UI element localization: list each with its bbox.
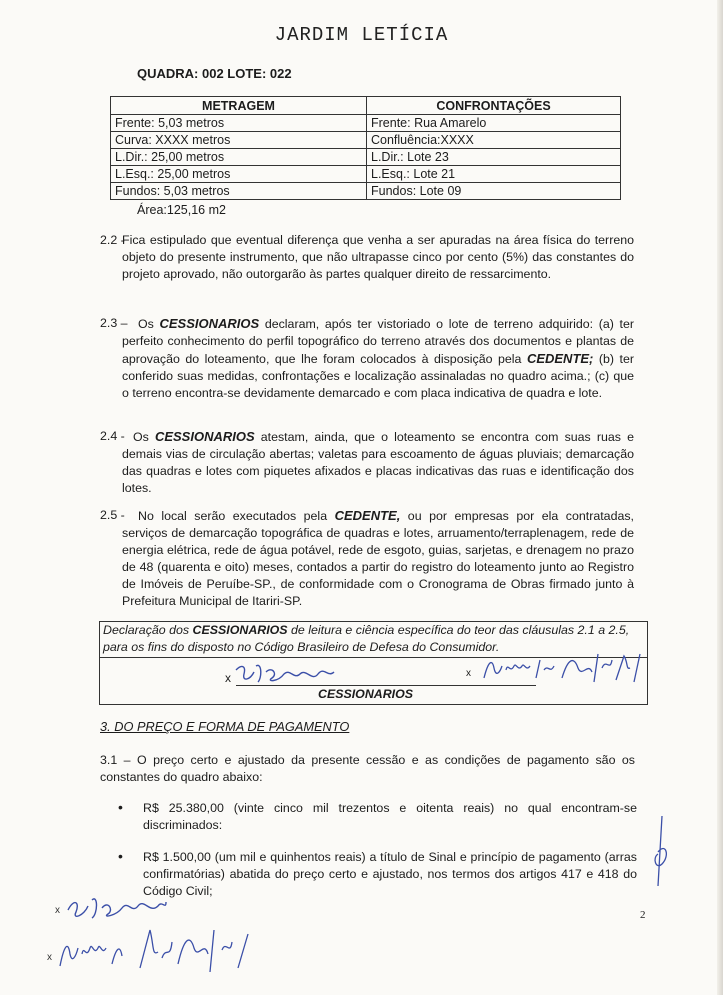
- clause-text: atestam, ainda, que o loteamento se encontra com suas ruas e demais vias de circulação abertas; valetas para escoamento de águas pluviais; demarcação das quadras e lotes com piquetes afixados e placas indicativas das ruas e identificação dos lotes.: [122, 430, 634, 495]
- table-cell: Curva: XXXX metros: [111, 132, 367, 149]
- declaration-cessionarios: CESSIONARIOS: [192, 623, 288, 637]
- clause-text: Fica estipulado que eventual diferença que venha a ser apuradas na área física do terreno objeto do presente instrumento, que não ultrapasse cinco por cento (5%) das constantes do projeto aprovado, não outorgarão às partes qualquer direito de ressarcimento.: [122, 233, 634, 281]
- header-metragem: METRAGEM: [111, 97, 367, 115]
- clause-text: declaram, após ter vistoriado o lote de terreno adquirido: (a) ter perfeito conhecimento do perfil topográfico do terreno através dos documentos e plantas de aprovação do loteamento, que lhe foram colocados à disposição pela: [122, 317, 634, 366]
- clause-number: 2.3 –: [100, 316, 128, 330]
- cessionarios-emphasis: CESSIONARIOS: [154, 429, 255, 444]
- bullet-dot: •: [118, 799, 123, 815]
- lot-line: QUADRA: 002 LOTE: 022: [137, 66, 292, 81]
- table-cell: L.Dir.: 25,00 metros: [111, 149, 367, 166]
- clause-number: 3.1 –: [100, 753, 131, 767]
- header-confrontacoes: CONFRONTAÇÕES: [367, 97, 621, 115]
- signature-1: [232, 660, 342, 690]
- bullet-dot: •: [118, 848, 123, 864]
- table-cell: Fundos: 5,03 metros: [111, 183, 367, 200]
- clause-2-3: [100, 315, 634, 402]
- list-item-text: R$ 25.380,00 (vinte cinco mil trezentos e oitenta reais) no qual encontram-se discriminados:: [143, 801, 637, 832]
- list-item: [118, 799, 637, 834]
- table-cell: Fundos: Lote 09: [367, 183, 621, 200]
- clause-2-4: [100, 428, 634, 497]
- table-row: [111, 166, 621, 183]
- clause-3-1: [100, 752, 635, 786]
- signature-mark-x: x: [466, 668, 471, 679]
- cessionarios-emphasis: CESSIONARIOS: [159, 316, 260, 331]
- document-title: JARDIM LETÍCIA: [274, 24, 449, 46]
- declaration-pre: Declaração dos: [103, 623, 193, 637]
- table-cell: Frente: Rua Amarelo: [367, 115, 621, 132]
- table-row: [111, 183, 621, 200]
- page-edge: [717, 0, 723, 995]
- cedente-emphasis: CEDENTE;: [526, 351, 594, 366]
- list-item-text: R$ 1.500,00 (um mil e quinhentos reais) a título de Sinal e princípio de pagamento (arras confirmatórias) abatida do preço certo e ajustado, nos termos dos artigos 417 e 418 do Código Civil;: [143, 850, 637, 898]
- clause-number: 2.4 -: [100, 429, 125, 443]
- page-number: 2: [640, 909, 646, 921]
- declaration-post: de leitura e ciência específica do teor das cláusulas 2.1 a 2.5, para os fins do disposto no Código Brasileiro de Defesa do Consumidor.: [103, 623, 630, 654]
- clause-number: 2.2 -: [100, 233, 125, 247]
- table-row: [111, 132, 621, 149]
- clause-text-pre: Os: [138, 317, 160, 331]
- cedente-emphasis: CEDENTE,: [334, 508, 401, 523]
- margin-mark-x: x: [55, 905, 60, 916]
- table-cell: L.Esq.: Lote 21: [367, 166, 621, 183]
- measurements-table: [110, 96, 621, 200]
- signature-2: [478, 648, 658, 690]
- clause-text: ou por empresas por ela contratadas, serviços de demarcação topográfica de quadras e lotes, arruamento/terraplenagem, rede de energia elétrica, rede de água potável, rede de esgoto, guias, sarjetas, e drenagem no prazo de 48 (quarenta e oito) meses, contados a partir do registro do loteamento junto ao Registro de Imóveis de Peruíbe-SP., de conformidade com o Cronograma de Obras firmado junto à Prefeitura Municipal de Itariri-SP.: [122, 509, 634, 608]
- table-row: [111, 115, 621, 132]
- margin-signature-2: [54, 920, 274, 980]
- clause-text-pre: No local serão executados pela: [138, 509, 335, 523]
- clause-text-pre: Os: [133, 430, 155, 444]
- table-header-row: [111, 97, 621, 115]
- clause-number: 2.5 -: [100, 508, 125, 522]
- area-value: Área:125,16 m2: [137, 203, 226, 217]
- signature-mark-x: x: [225, 671, 231, 685]
- cessionarios-label: CESSIONARIOS: [318, 687, 414, 701]
- margin-mark-x: x: [47, 952, 52, 963]
- table-cell: L.Esq.: 25,00 metros: [111, 166, 367, 183]
- list-item: [118, 848, 637, 900]
- clause-2-2: [100, 232, 634, 283]
- table-cell: Frente: 5,03 metros: [111, 115, 367, 132]
- margin-initial: [648, 812, 678, 892]
- table-cell: Confluência:XXXX: [367, 132, 621, 149]
- clause-text: (b) ter conferido suas medidas, confrontações e localização assinaladas no quadro acima.; (c) que o terreno encontra-se devidamente demarcado e com placa indicativa de quadra e lote.: [122, 352, 634, 400]
- clause-2-5: [100, 507, 634, 610]
- clause-text: O preço certo e ajustado da presente cessão e as condições de pagamento são os constantes do quadro abaixo:: [100, 753, 635, 784]
- table-row: [111, 149, 621, 166]
- section-3-title: 3. DO PREÇO E FORMA DE PAGAMENTO: [100, 719, 350, 734]
- table-cell: L.Dir.: Lote 23: [367, 149, 621, 166]
